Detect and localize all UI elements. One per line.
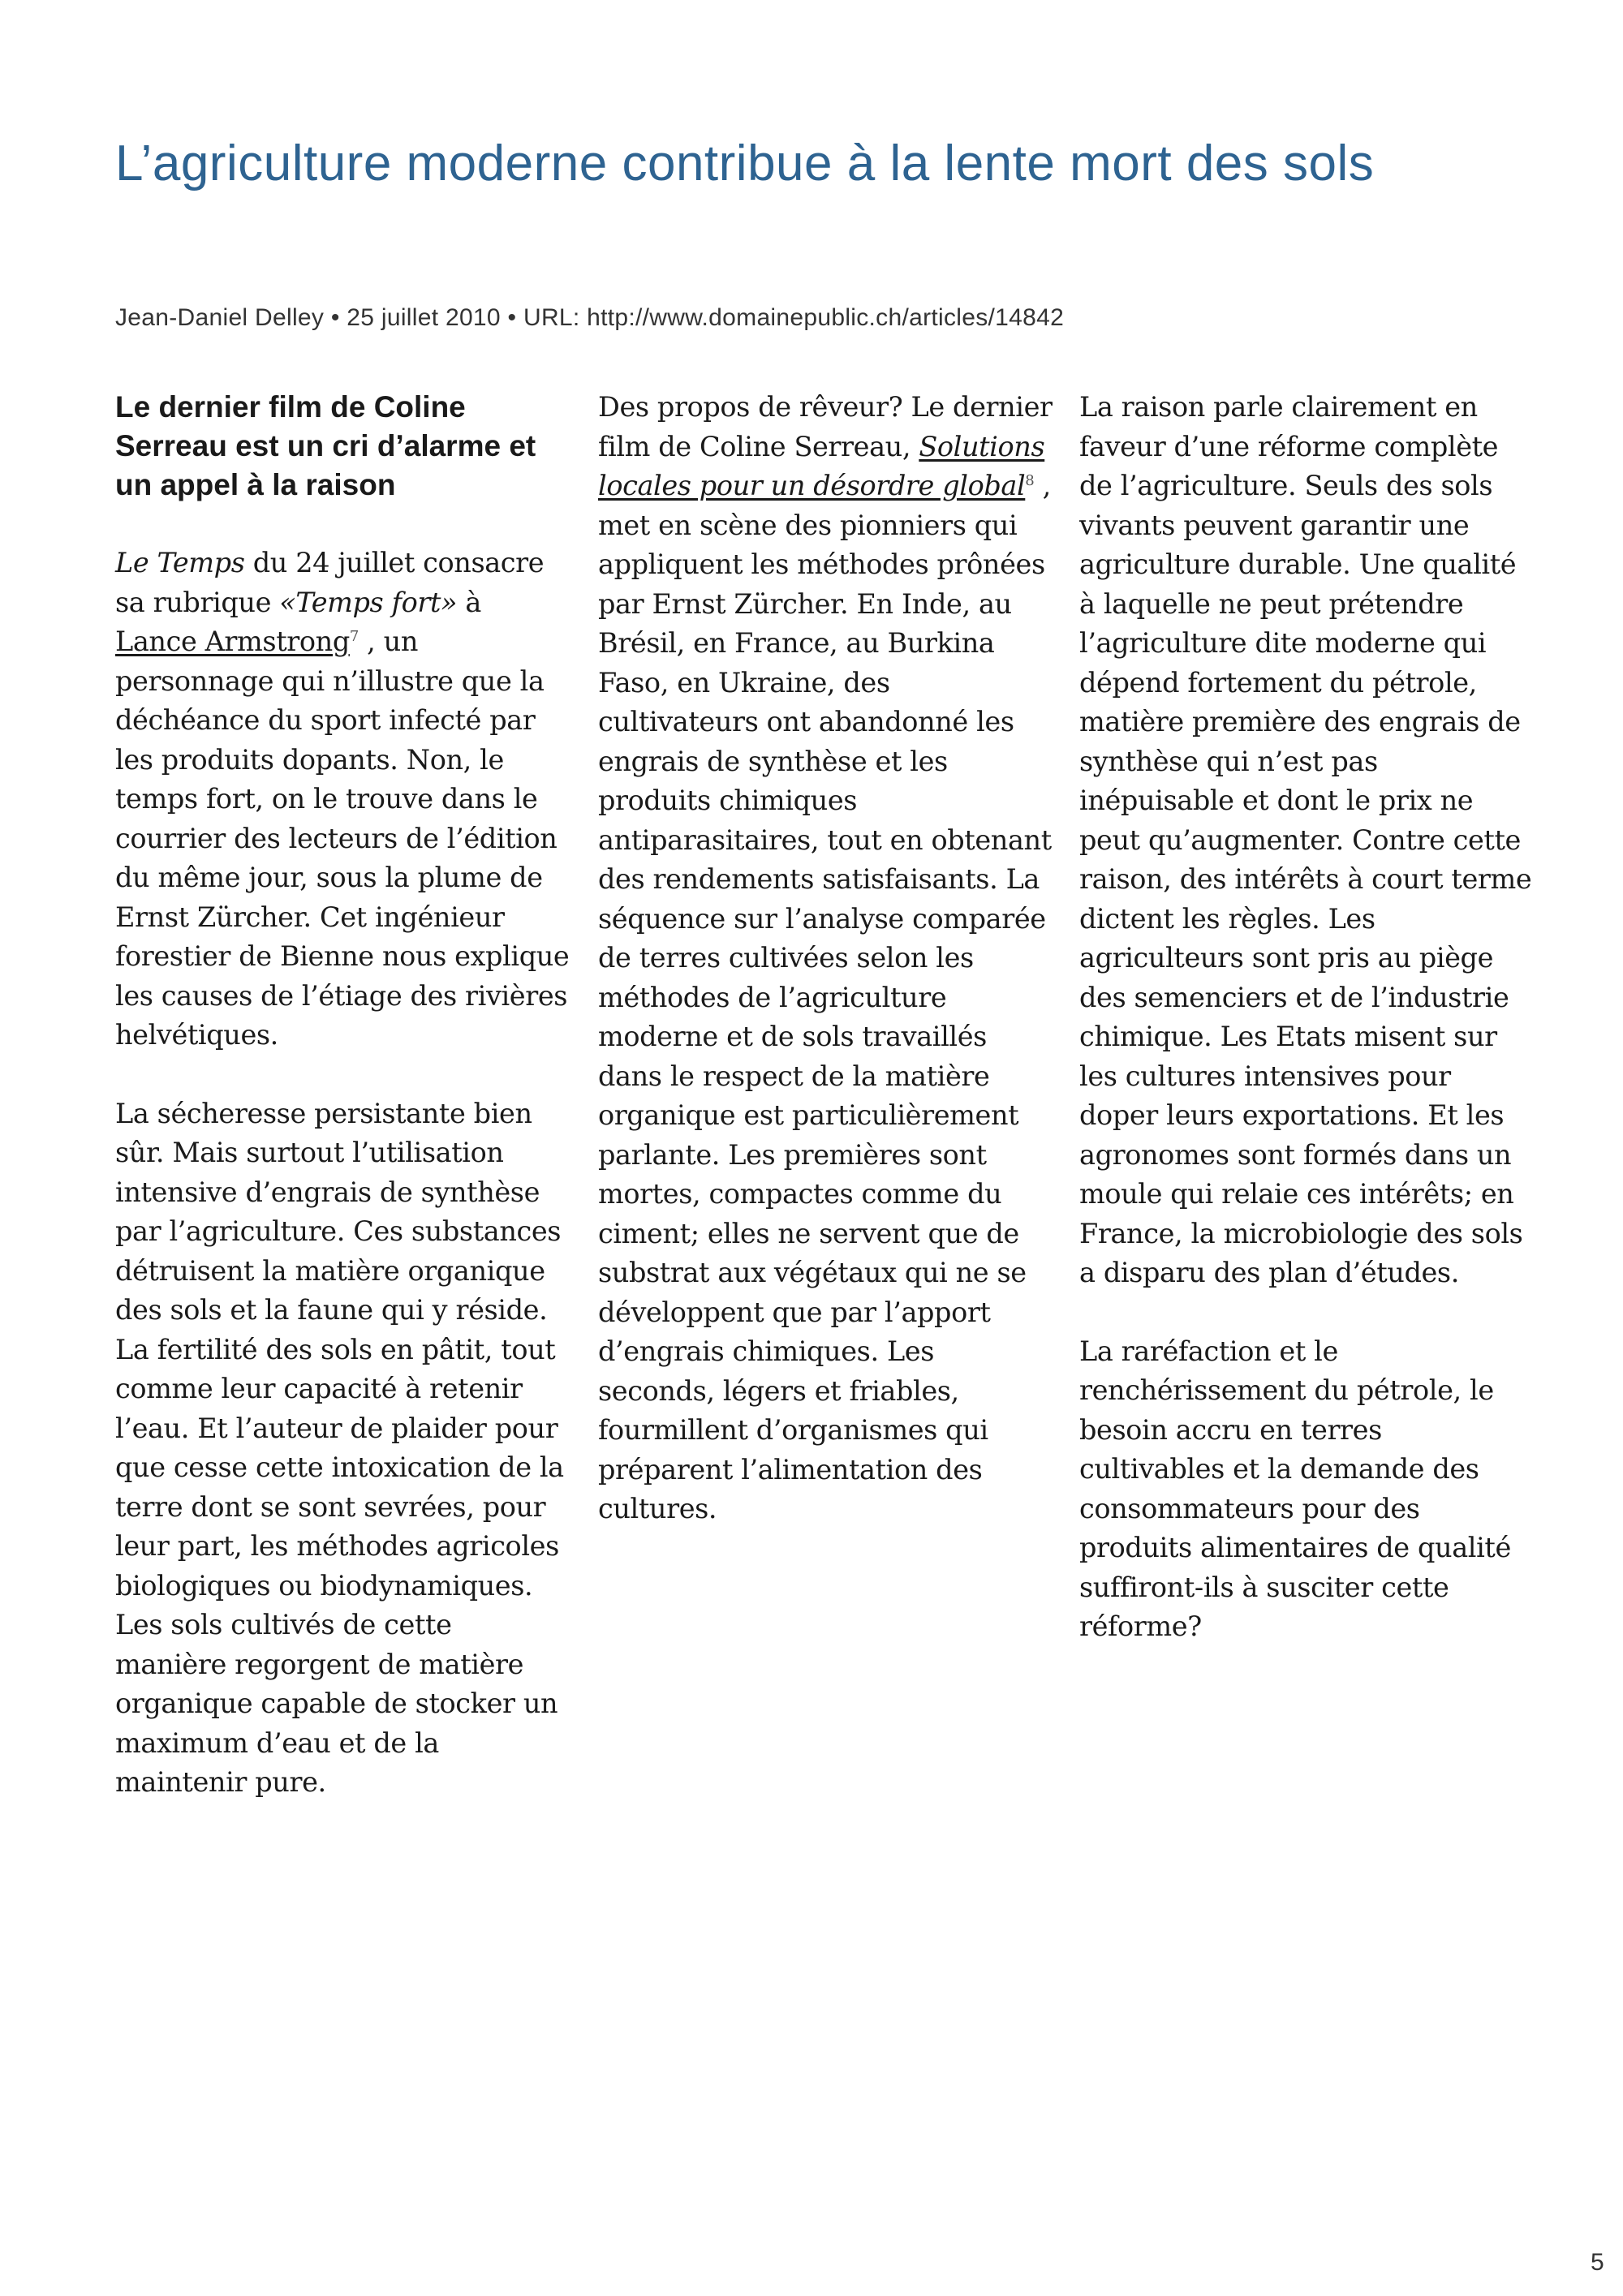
link-lance-armstrong[interactable]: Lance Armstrong bbox=[115, 626, 350, 657]
paragraph-2: La sécheresse persistante bien sûr. Mais surtout l’utilisation intensive d’engrais de synthèse par l’agriculture. Ces substances détruisent la matière organique des sols et la faune qui y réside. La fertilité des sols en pâtit, tout comme leur capacité à retenir l’eau. Et l’auteur de plaider pour que cesse cette intoxication de la terre dont se sont sevrées, pour leur part, les méthodes agricoles biologiques ou biodynamiques. Les sols cultivés de cette manière regorgent de matière organique capable de stocker un maximum d’eau et de la maintenir pure. bbox=[115, 1097, 564, 1798]
article-subheading: Le dernier film de Coline Serreau est un cri d’alarme et un appel à la raison bbox=[115, 390, 536, 501]
page-number: 5 bbox=[1591, 2249, 1604, 2276]
column-1 bbox=[115, 388, 570, 1842]
article-title: L’agriculture moderne contribue à la lente mort des sols bbox=[115, 135, 1375, 191]
paragraph-3: Des propos de rêveur? Le dernier film de Coline Serreau, Solutions locales pour un désordre global$^8$ , met en scène des pionniers qui appliquent les méthodes prônées par Ernst Zürcher. En Inde, au Brésil, en France, au Burkina Faso, en Ukraine, des cultivateurs ont abandonné les engrais de synthèse et les produits chimiques antiparasitaires, tout en obtenant des rendements satisfaisants. La séquence sur l’analyse comparée de terres cultivées selon les méthodes de l’agriculture moderne et de sols travaillés dans le respect de la matière organique est particulièrement parlante. Les premières sont mortes, compactes comme du ciment; elles ne servent que de substrat aux végétaux qui ne se développent que par l’apport d’engrais chimiques. Les seconds, légers et friables, fourmillent d’organismes qui préparent l’alimentation des cultures. bbox=[598, 391, 1053, 1524]
footnote-ref-8[interactable]: 8 bbox=[1025, 471, 1035, 489]
paragraph-5: La raréfaction et le renchérissement du pétrole, le besoin accru en terres cultivables et la demande des consommateurs pour des produits alimentaires de qualité suffiront-ils à susciter cette réforme? bbox=[1079, 1335, 1511, 1642]
article-byline: Jean-Daniel Delley • 25 juillet 2010 • URL: http://www.domainepublic.ch/articles/14842 bbox=[115, 304, 1065, 331]
paragraph-4: La raison parle clairement en faveur d’une réforme complète de l’agriculture. Seuls des sols vivants peuvent garantir une agriculture durable. Une qualité à laquelle ne peut prétendre l’agriculture dite moderne qui dépend fortement du pétrole, matière première des engrais de synthèse qui n’est pas inépuisable et dont le prix ne peut qu’augmenter. Contre cette raison, des intérêts à court terme dictent les règles. Les agriculteurs sont pris au piège des semenciers et de l’industrie chimique. Les Etats misent sur les cultures intensives pour doper leurs exportations. Et les agronomes sont formés dans un moule qui relaie ces intérêts; en France, la microbiologie des sols a disparu des plan d’études. bbox=[1079, 391, 1532, 1288]
paragraph-1: Le Temps du 24 juillet consacre sa rubrique «Temps fort» à Lance Armstrong$^7$ , un personnage qui n’illustre que la déchéance du sport infecté par les produits dopants. Non, le temps fort, on le trouve dans le courrier des lecteurs de l’édition du même jour, sous la plume de Ernst Zürcher. Cet ingénieur forestier de Bienne nous explique les causes de l’étiage des rivières helvétiques. bbox=[115, 547, 570, 1051]
column-2 bbox=[598, 388, 1053, 1568]
column-3 bbox=[1079, 388, 1534, 1686]
newspaper-name: Le Temps bbox=[115, 547, 245, 578]
rubric-name: «Temps fort» bbox=[279, 586, 458, 618]
link-film-title[interactable]: Solutions locales pour un désordre global bbox=[598, 430, 1045, 501]
footnote-ref-7[interactable]: 7 bbox=[349, 627, 359, 645]
